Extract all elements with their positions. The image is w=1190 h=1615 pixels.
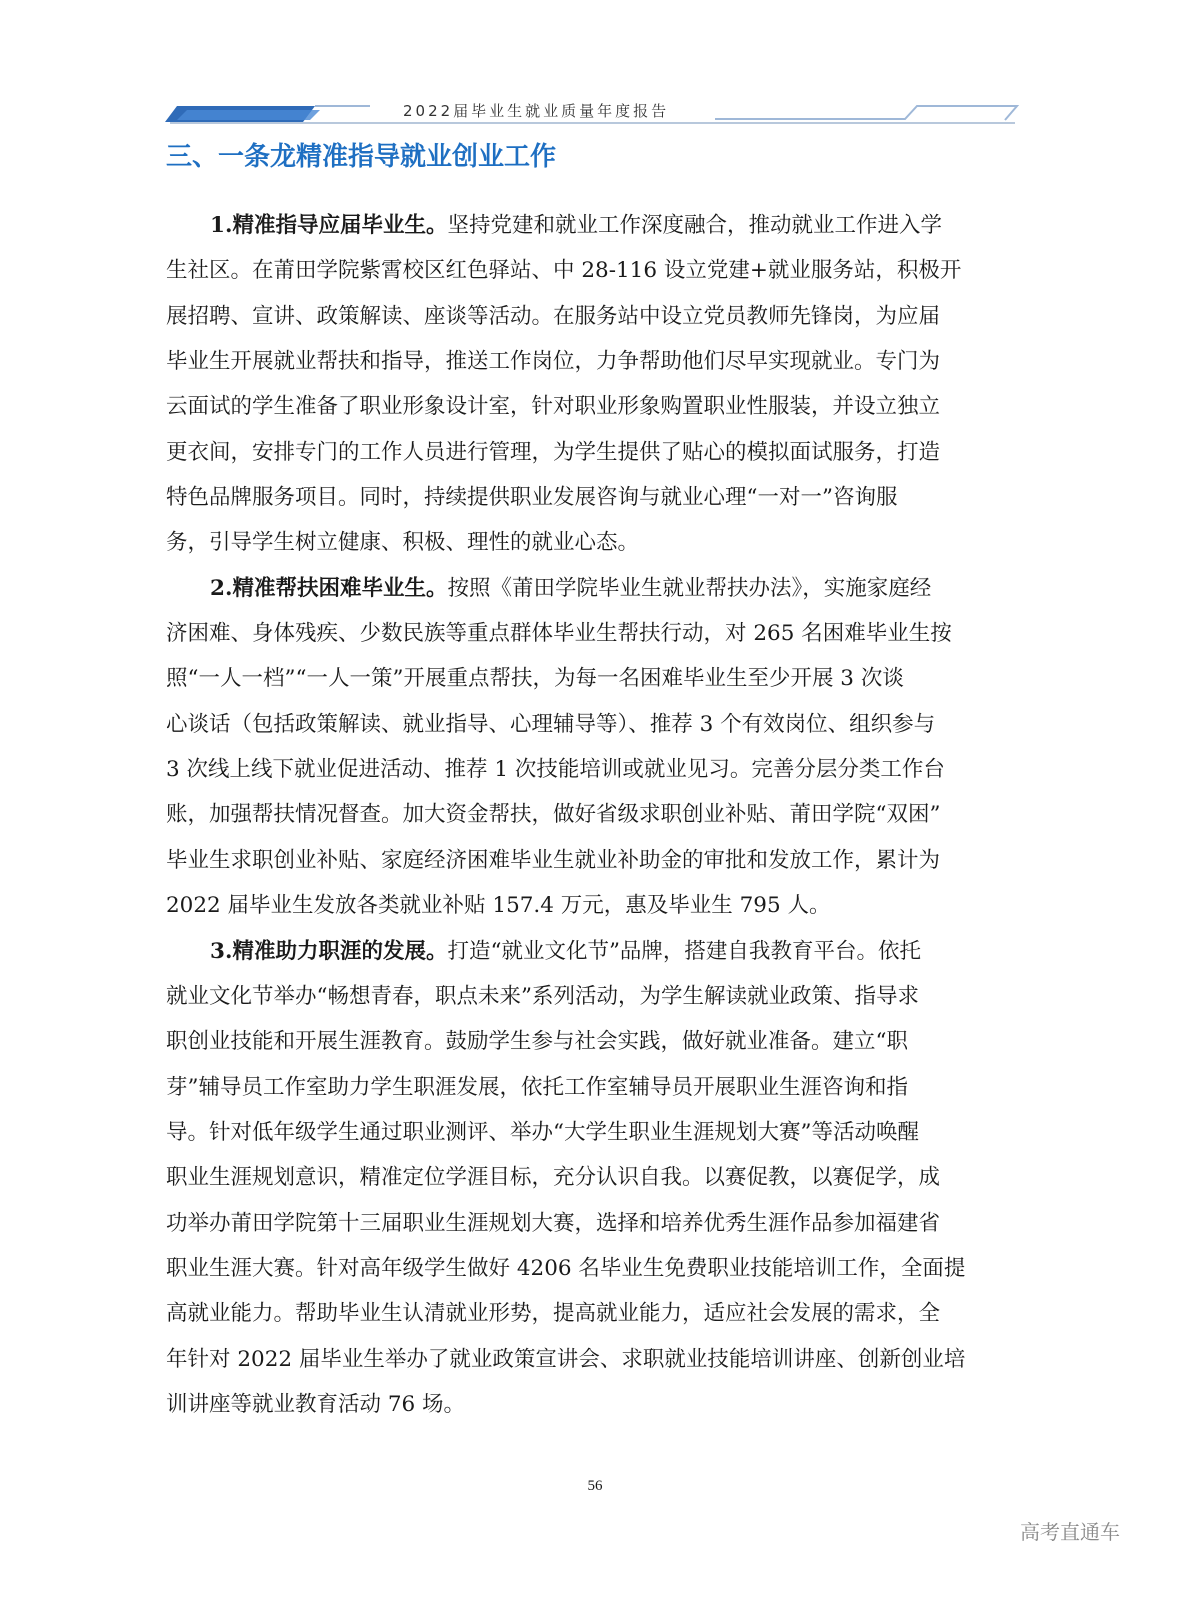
line-text: 年针对 2022 届毕业生举办了就业政策宣讲会、求职就业技能培训讲座、创新创业培 — [166, 1346, 966, 1372]
line-text: 照“一人一档”“一人一策”开展重点帮扶，为每一名困难毕业生至少开展 3 次谈 — [166, 666, 904, 692]
line-text: 更衣间，安排专门的工作人员进行管理，为学生提供了贴心的模拟面试服务，打造 — [166, 439, 941, 465]
line-text: 坚持党建和就业工作深度融合，推动就业工作进入学 — [447, 213, 942, 238]
line-text: 毕业生求职创业补贴、家庭经济困难毕业生就业补助金的审批和发放工作，累计为 — [166, 847, 941, 873]
header-title: 2022届毕业生就业质量年度报告 — [403, 102, 670, 120]
text-line — [166, 248, 1026, 293]
text-line — [166, 929, 1026, 974]
text-line — [166, 520, 1026, 565]
line-text: 按照《莆田学院毕业生就业帮扶办法》，实施家庭经 — [447, 575, 932, 601]
line-text: 功举办莆田学院第十三届职业生涯规划大赛，选择和培养优秀生涯作品参加福建省 — [166, 1210, 941, 1236]
text-line — [166, 702, 1026, 747]
line-text: 2022 届毕业生发放各类就业补贴 157.4 万元，惠及毕业生 795 人。 — [166, 893, 831, 919]
text-line — [166, 384, 1026, 429]
paragraph — [166, 566, 1026, 929]
text-line — [166, 203, 1026, 248]
text-line — [166, 656, 1026, 701]
line-text: 高就业能力。帮助毕业生认清就业形势，提高就业能力，适应社会发展的需求，全 — [166, 1301, 941, 1327]
text-line — [166, 974, 1026, 1019]
paragraph — [166, 203, 1026, 566]
text-line — [166, 611, 1026, 656]
paragraph-lead: 3.精准助力职涯的发展。 — [210, 938, 448, 964]
text-line — [166, 475, 1026, 520]
line-text: 展招聘、宣讲、政策解读、座谈等活动。在服务站中设立党员教师先锋岗，为应届 — [166, 303, 941, 329]
paragraph-lead: 2.精准帮扶困难毕业生。 — [210, 575, 448, 601]
paragraph-lead: 1.精准指导应届毕业生。 — [210, 213, 448, 238]
text-line — [166, 339, 1026, 384]
page-header — [165, 98, 1020, 128]
text-line — [166, 1065, 1026, 1110]
line-text: 职创业技能和开展生涯教育。鼓励学生参与社会实践，做好就业准备。建立“职 — [166, 1029, 908, 1055]
text-line — [166, 883, 1026, 928]
line-text: 毕业生开展就业帮扶和指导，推送工作岗位，力争帮助他们尽早实现就业。专门为 — [166, 349, 941, 375]
text-line — [166, 1337, 1026, 1382]
line-text: 训讲座等就业教育活动 76 场。 — [166, 1391, 466, 1417]
text-line — [166, 792, 1026, 837]
line-text: 济困难、身体残疾、少数民族等重点群体毕业生帮扶行动，对 265 名困难毕业生按 — [166, 621, 952, 647]
line-text: 打造“就业文化节”品牌，搭建自我教育平台。依托 — [447, 938, 921, 964]
line-text: 生社区。在莆田学院紫霄校区红色驿站、中 28-116 设立党建+就业服务站，积极开 — [166, 258, 962, 284]
line-text: 芽”辅导员工作室助力学生职涯发展，依托工作室辅导员开展职业生涯咨询和指 — [166, 1074, 908, 1100]
text-line — [166, 1246, 1026, 1291]
text-line — [166, 1155, 1026, 1200]
text-line — [166, 1201, 1026, 1246]
line-text: 务，引导学生树立健康、积极、理性的就业心态。 — [166, 530, 640, 556]
watermark: 高考直通车 — [1020, 1520, 1120, 1544]
line-text: 就业文化节举办“畅想青春，职点未来”系列活动，为学生解读就业政策、指导求 — [166, 983, 919, 1009]
paragraph — [166, 929, 1026, 1428]
text-line — [166, 838, 1026, 883]
section-title: 三、一条龙精准指导就业创业工作 — [166, 142, 557, 172]
text-line — [166, 1382, 1026, 1427]
text-line — [166, 1110, 1026, 1155]
line-text: 3 次线上线下就业促进活动、推荐 1 次技能培训或就业见习。完善分层分类工作台 — [166, 757, 945, 783]
line-text: 导。针对低年级学生通过职业测评、举办“大学生职业生涯规划大赛”等活动唤醒 — [166, 1119, 919, 1145]
text-line — [166, 1291, 1026, 1336]
line-text: 职业生涯规划意识，精准定位学涯目标，充分认识自我。以赛促教，以赛促学，成 — [166, 1165, 941, 1191]
text-line — [166, 747, 1026, 792]
text-line — [166, 566, 1026, 611]
line-text: 特色品牌服务项目。同时，持续提供职业发展咨询与就业心理“一对一”咨询服 — [166, 485, 898, 511]
line-text: 职业生涯大赛。针对高年级学生做好 4206 名毕业生免费职业技能培训工作，全面提 — [166, 1255, 966, 1281]
line-text: 账，加强帮扶情况督查。加大资金帮扶，做好省级求职创业补贴、莆田学院“双困” — [166, 802, 941, 828]
text-line — [166, 430, 1026, 475]
text-line — [166, 1019, 1026, 1064]
document-body — [166, 203, 1026, 1427]
page-number: 56 — [587, 1478, 603, 1494]
text-line — [166, 294, 1026, 339]
line-text: 心谈话（包括政策解读、就业指导、心理辅导等）、推荐 3 个有效岗位、组织参与 — [166, 711, 936, 737]
line-text: 云面试的学生准备了职业形象设计室，针对职业形象购置职业性服装，并设立独立 — [166, 394, 941, 420]
